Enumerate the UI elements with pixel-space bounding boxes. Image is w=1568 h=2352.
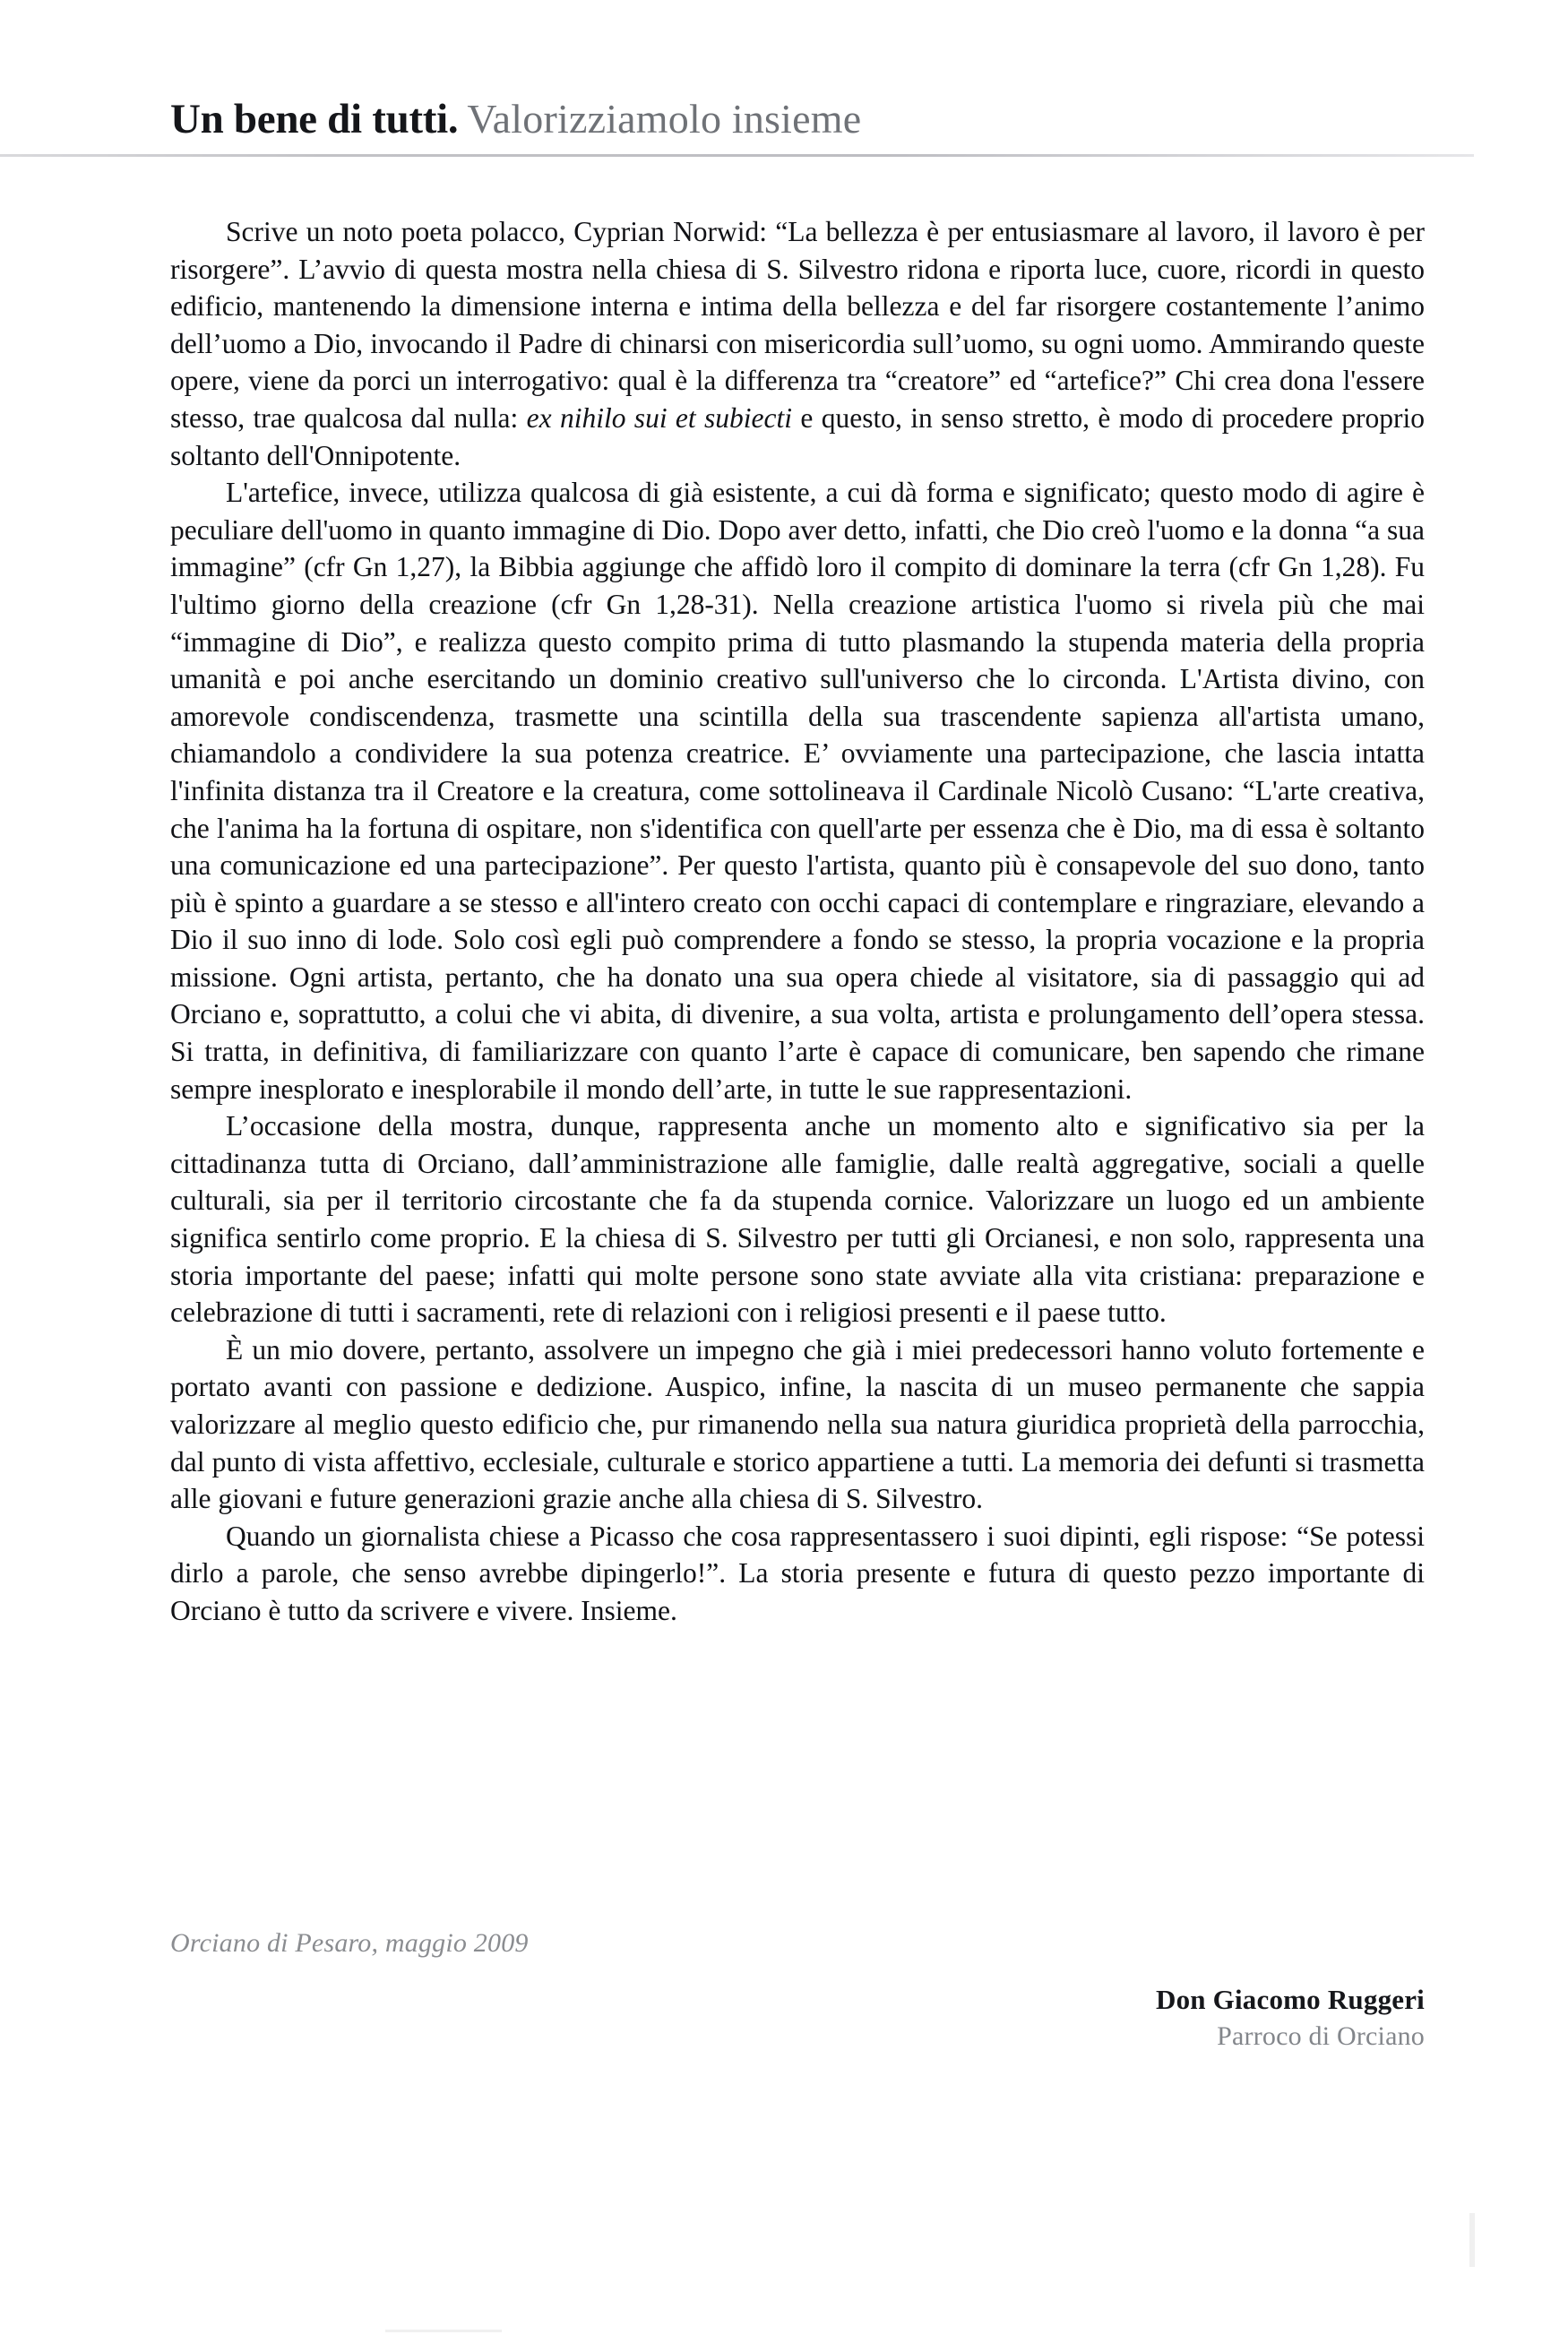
signature-role: Parroco di Orciano	[1217, 2020, 1425, 2051]
title-line	[170, 96, 1452, 142]
paragraph-5	[170, 1518, 1425, 1630]
place-and-date: Orciano di Pesaro, maggio 2009	[170, 1928, 529, 1958]
paragraph-4-text: È un mio dovere, pertanto, assolvere un impegno che già i miei predecessori hanno voluto fortemente e portato avanti con passione e dedizione. Auspico, infine, la nascita di un museo permanente che sappia valorizzare al meglio questo edificio che, pur rimanendo nella sua natura giuridica proprietà della parrocchia, dal punto di vista affettivo, ecclesiale, culturale e storico appartiene a tutti. La memoria dei defunti si trasmetta alle giovani e future generazioni grazie anche alla chiesa di S. Silvestro.	[170, 1333, 1425, 1515]
body-text-column	[170, 213, 1425, 1630]
signature-block	[1156, 1983, 1425, 2053]
paragraph-2	[170, 474, 1425, 1107]
paragraph-2-text: L'artefice, invece, utilizza qualcosa di già esistente, a cui dà forma e significato; questo modo di agire è peculiare dell'uomo in quanto immagine di Dio. Dopo aver detto, infatti, che Dio creò l'uomo e la donna “a sua immagine” (cfr Gn 1,27), la Bibbia aggiunge che affidò loro il compito di dominare la terra (cfr Gn 1,28). Fu l'ultimo giorno della creazione (cfr Gn 1,28-31). Nella creazione artistica l'uomo si rivela più che mai “immagine di Dio”, e realizza questo compito prima di tutto plasmando la stupenda materia della propria umanità e poi anche esercitando un dominio creativo sull'universo che lo circonda. L'Artista divino, con amorevole condiscendenza, trasmette una scintilla della sua trascendente sapienza all'artista umano, chiamandolo a condividere la sua potenza creatrice. E’ ovviamente una partecipazione, che lascia intatta l'infinita distanza tra il Creatore e la creatura, come sottolineava il Cardinale Nicolò Cusano: “L'arte creativa, che l'anima ha la fortuna di ospitare, non s'identifica con quell'arte per essenza che è Dio, ma di essa è soltanto una comunicazione ed una partecipazione”. Per questo l'artista, quanto più è consapevole del suo dono, tanto più è spinto a guardare a se stesso e all'intero creato con occhi capaci di contemplare e ringraziare, elevando a Dio il suo inno di lode. Solo così egli può comprendere a fondo se stesso, la propria vocazione e la propria missione. Ogni artista, pertanto, che ha donato una sua opera chiede al visitatore, sia di passaggio qui ad Orciano e, soprattutto, a colui che vi abita, di divenire, a sua volta, artista e prolungamento dell’opera stessa. Si tratta, in definitiva, di familiarizzare con quanto l’arte è capace di comunicare, ben sapendo che rimane sempre inesplorato e inesplorabile il mondo dell’arte, in tutte le sue rappresentazioni.	[170, 477, 1425, 1105]
paragraph-3-text: L’occasione della mostra, dunque, rappresenta anche un momento alto e significativo sia per la cittadinanza tutta di Orciano, dall’amministrazione alle famiglie, dalle realtà aggregative, sociali a quelle culturali, sia per il territorio circostante che fa da stupenda cornice. Valorizzare un luogo ed un ambiente significa sentirlo come proprio. E la chiesa di S. Silvestro per tutti gli Orcianesi, e non solo, rappresenta una storia importante del paese; infatti qui molte persone sono state avviate alla vita cristiana: preparazione e celebrazione di tutti i sacramenti, rete di relazioni con i religiosi presenti e il paese tutto.	[170, 1110, 1425, 1329]
paragraph-4	[170, 1331, 1425, 1518]
paragraph-3	[170, 1107, 1425, 1331]
paragraph-1-text: Scrive un noto poeta polacco, Cyprian Norwid: “La bellezza è per entusiasmare al lavoro, il lavoro è per risorgere”. L’avvio di questa mostra nella chiesa di S. Silvestro ridona e riporta luce, cuore, ricordi in questo edificio, mantenendo la dimensione interna e intima della bellezza e del far risorgere costantemente l’animo dell’uomo a Dio, invocando il Padre di chinarsi con misericordia sull’uomo, su ogni uomo. Ammirando queste opere, viene da porci un interrogativo: qual è la differenza tra “creatore” ed “artefice?” Chi crea dona l'essere stesso, trae qualcosa dal nulla: ex nihilo sui et subiecti e questo, in senso stretto, è modo di procedere proprio soltanto dell'Onnipotente.	[170, 216, 1426, 471]
page-title	[0, 96, 1452, 142]
scan-artifact-right	[1469, 2213, 1475, 2267]
paragraph-5-text: Quando un giornalista chiese a Picasso che cosa rappresentassero i suoi dipinti, egli rispose: “Se potessi dirlo a parole, che senso avrebbe dipingerlo!”. La storia presente e futura di questo pezzo importante di Orciano è tutto da scrivere e vivere. Insieme.	[170, 1520, 1425, 1626]
title-divider	[0, 154, 1474, 157]
title-subtitle: Valorizziamolo insieme	[467, 96, 862, 142]
paragraph-1	[170, 213, 1425, 474]
signature-name: Don Giacomo Ruggeri	[1156, 1984, 1425, 2015]
scan-artifact-bottom	[385, 2330, 502, 2332]
latin-phrase: ex nihilo sui et subiecti	[526, 401, 793, 434]
title-main: Un bene di tutti.	[170, 96, 459, 142]
